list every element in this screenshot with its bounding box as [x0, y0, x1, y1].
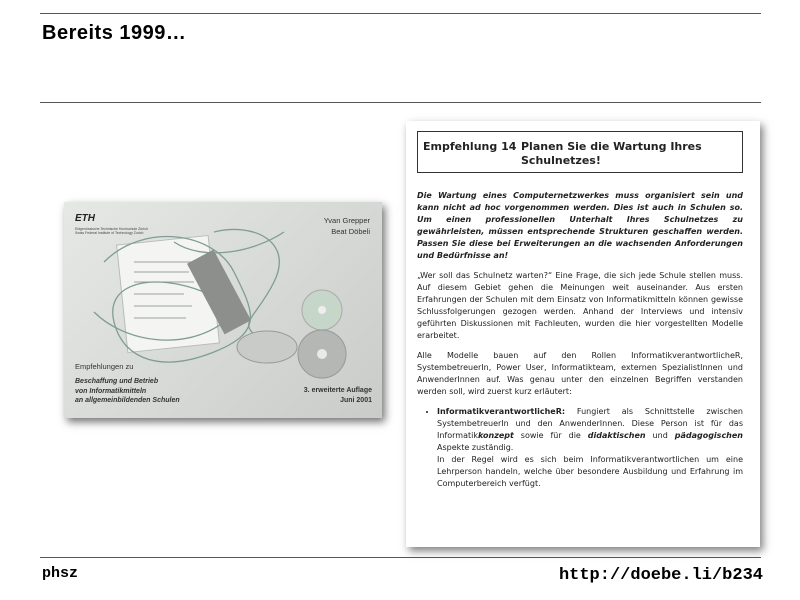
cover-title	[75, 377, 180, 406]
author-1: Yvan Grepper	[323, 216, 370, 225]
slide-title: Bereits 1999…	[42, 22, 187, 44]
intro-paragraph: Die Wartung eines Computernetzwerkes muss organisiert sein und kann nicht ad hoc vorgenommen werden. Dies ist auch in Schulen so. Um einen professionellen Unterhalt Ihres Schulnetzes zu gewährleisten, müssen entsprechende Strukturen geschaffen werden. Passen Sie diese bei Erweiterungen an die wachsenden Anforderungen und Bedürfnisse an!	[417, 191, 743, 260]
author-2: Beat Döbeli	[331, 227, 370, 236]
bullet-didaktisch: didaktischen	[587, 431, 646, 440]
bullet-konzept: konzept	[477, 431, 514, 440]
footer-url-link[interactable]: http://doebe.li/b234	[558, 566, 763, 585]
footer-institution: phsz	[42, 565, 79, 582]
book-cover-image	[64, 202, 382, 418]
paragraph-1: „Wer soll das Schulnetz warten?“ Eine Frage, die sich jede Schule stellen muss. Auf diesem Gebiet gehen die Meinungen weit auseinander. Aus ersten Erfahrungen der Schulen mit dem Einsatz von Informatikmitteln können gewisse Schlussfolgerungen gezogen werden. Anhand der Interviews und intensiv geführten Diskussionen mit Fachleuten, wurden die hier vorgestellten Modelle erarbeitet.	[417, 271, 743, 340]
cover-title-line-3: an allgemeinbildenden Schulen	[75, 397, 180, 404]
title-rule	[40, 102, 761, 103]
bullet-paedagogisch: pädagogischen	[674, 431, 743, 440]
edition: 3. erweiterte Auflage	[303, 387, 372, 394]
recommendation-title: Planen Sie die Wartung Ihres Schulnetzes!	[521, 140, 702, 167]
bullet-text-1: Fungiert als Schnittstelle zwischen SystembetreuerIn und den AnwenderInnen. Diese Person ist für das Informatik	[437, 407, 743, 440]
recommendation-number: Empfehlung 14	[423, 140, 517, 153]
top-rule	[40, 13, 761, 14]
footer-rule	[40, 557, 761, 558]
edition-date: Juni 2001	[340, 396, 372, 404]
bullet-term: InformatikverantwortlicheR:	[437, 407, 566, 416]
cover-subtitle: Empfehlungen zu	[75, 362, 134, 371]
recommendation-heading-box	[417, 131, 743, 173]
bullet-text-4: Aspekte zuständig.	[437, 443, 514, 452]
list-item	[437, 406, 743, 490]
page-body	[417, 190, 743, 490]
cover-title-line-2: von Informatikmitteln	[75, 387, 147, 395]
role-list	[417, 406, 743, 490]
document-page-scan	[406, 121, 760, 547]
bullet-text-2: sowie für die	[513, 431, 588, 440]
authors	[324, 215, 370, 237]
eth-logo: ETH	[75, 213, 95, 224]
bullet-text-5: In der Regel wird es sich beim Informatikverantwortlichen um eine Lehrperson handeln, welche über besondere Ausbildung und Erfahrung im Computerbereich verfügt.	[437, 455, 743, 488]
bullet-text-3: und	[645, 431, 675, 440]
edition-info	[304, 386, 372, 405]
cover-title-line-1: Beschaffung und Betrieb	[75, 378, 159, 385]
institute-name: Eidgenössische Technische Hochschule Zürich Swiss Federal Institute of Technology Zurich	[75, 227, 148, 235]
paragraph-2: Alle Modelle bauen auf den Rollen InformatikverantwortlicheR, SystembetreuerIn, Power User, Informatikteam, externen SpezialistInnen und AnwenderInnen auf. Was genau unter den einzelnen Begriffen verstanden werden soll, wird zuerst kurz erläutert:	[417, 351, 743, 396]
